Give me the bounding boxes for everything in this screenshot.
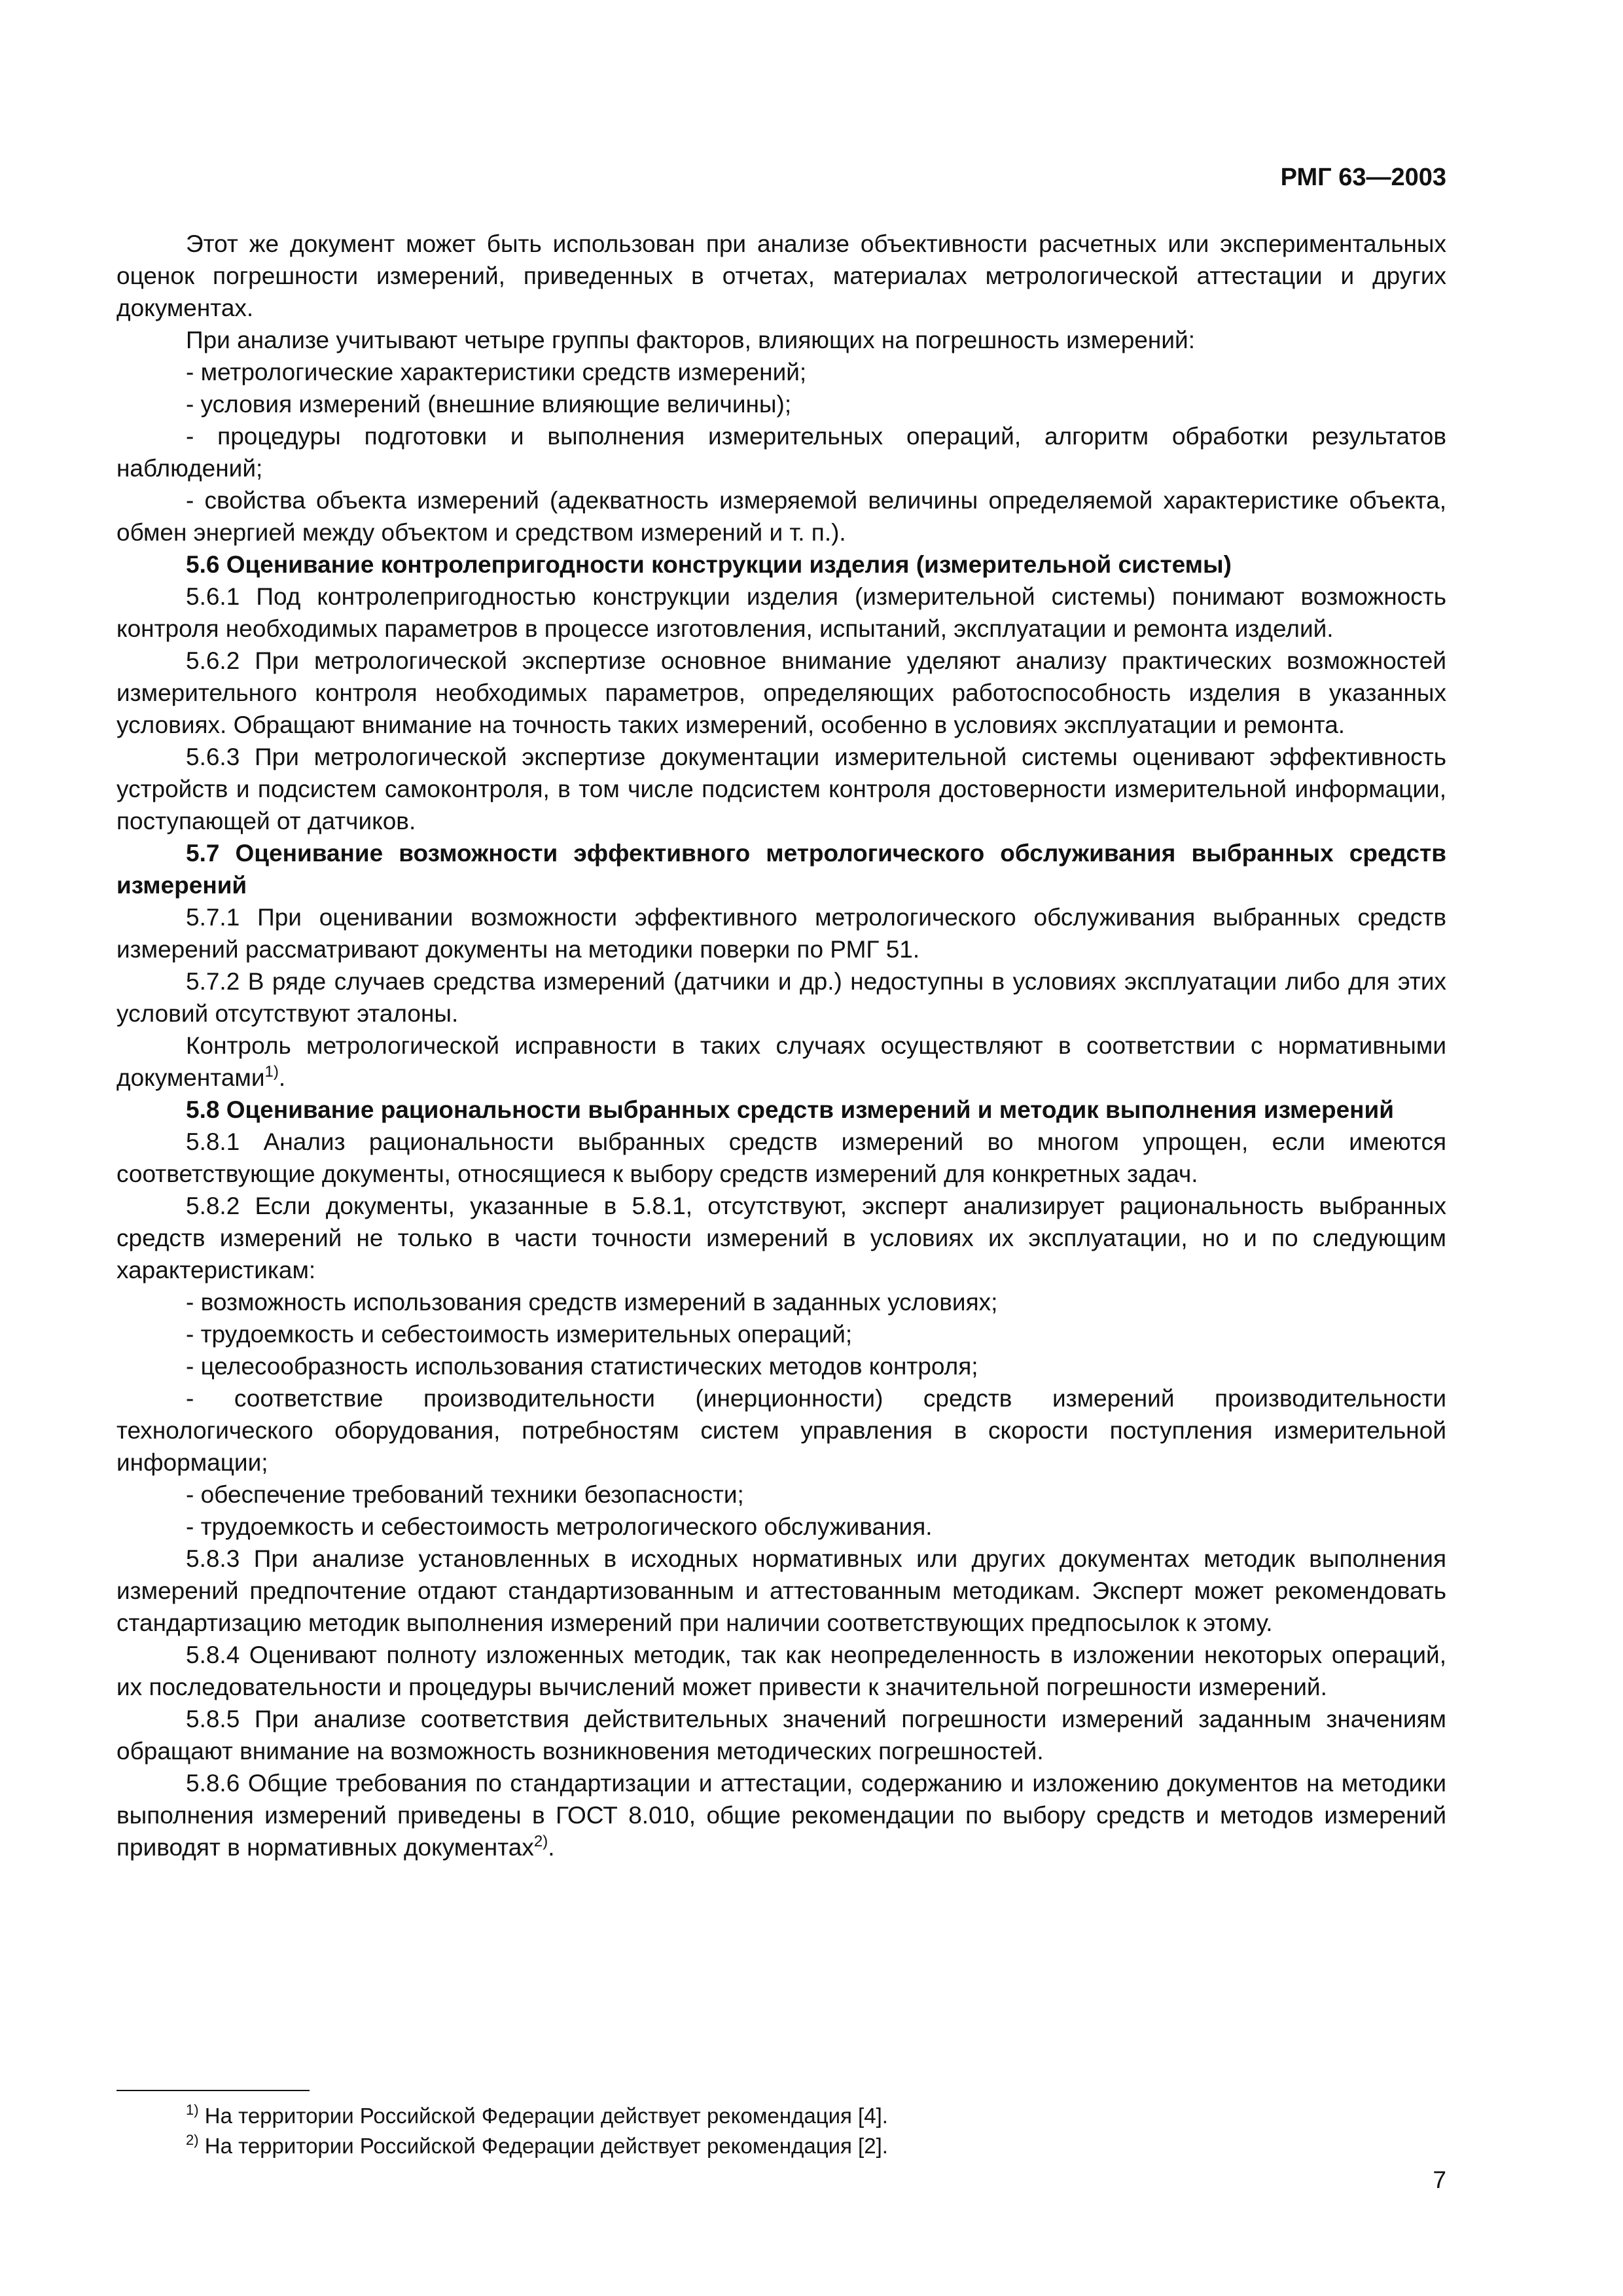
paragraph: 5.8.1 Анализ рациональности выбранных средств измерений во многом упрощен, если имеются соответствующие документы, относящиеся к выбору средств измерений для конкретных задач. [116,1128,1446,1187]
paragraph: При анализе учитывают четыре группы факторов, влияющих на погрешность измерений: [186,327,1195,353]
paragraph: 5.8.5 При анализе соответствия действительных значений погрешности измерений заданным значениям обращают внимание на возможность возникновения методических погрешностей. [116,1706,1446,1765]
list-item: - обеспечение требований техники безопасности; [186,1481,744,1508]
paragraph: 5.7.1 При оценивании возможности эффективного метрологического обслуживания выбранных средств измерений рассматривают документы на методики поверки по РМГ 51. [116,904,1446,963]
section-heading: 5.6 Оценивание контролепригодности конструкции изделия (измерительной системы) [186,551,1232,578]
paragraph: 5.6.1 Под контролепригодностью конструкции изделия (измерительной системы) понимают возможность контроля необходимых параметров в процессе изготовления, испытаний, эксплуатации и ремонта изделий. [116,583,1446,642]
list-item: - трудоемкость и себестоимость измерительных операций; [186,1321,853,1348]
paragraph: 5.6.2 При метрологической экспертизе основное внимание уделяют анализу практических возможностей измерительного контроля необходимых параметров, определяющих работоспособность изделия в указанных условиях. Обращают внимание на точность таких измерений, особенно в условиях эксплуатации и ремонта. [116,647,1446,738]
paragraph: 5.8.3 При анализе установленных в исходных нормативных или других документах методик выполнения измерений предпочтение отдают стандартизованным и аттестованным методикам. Эксперт может рекомендовать стандартизацию методик выполнения измерений при наличии соответствующих предпосылок к этому. [116,1545,1446,1636]
footnote: $^{1)}$ На территории Российской Федерации действует рекомендация [4]. [186,2102,888,2128]
paragraph: 5.6.3 При метрологической экспертизе документации измерительной системы оценивают эффективность устройств и подсистем самоконтроля, в том числе подсистем контроля достоверности измерительной информации, поступающей от датчиков. [116,744,1446,834]
document-body [116,228,1446,1863]
footnote-ref: 2) [533,1833,548,1850]
footnote-separator [116,2090,310,2091]
footnote: $^{2)}$ На территории Российской Федерации действует рекомендация [2]. [186,2132,888,2158]
paragraph: Этот же документ может быть использован при анализе объективности расчетных или экспериментальных оценок погрешности измерений, приведенных в отчетах, материалах метрологической аттестации и других документах. [116,230,1446,321]
document-number: РМГ 63—2003 [1280,164,1446,191]
list-item: - свойства объекта измерений (адекватность измеряемой величины определяемой характеристике объекта, обмен энергией между объектом и средством измерений и т. п.). [116,487,1446,546]
paragraph: 5.7.2 В ряде случаев средства измерений (датчики и др.) недоступны в условиях эксплуатации либо для этих условий отсутствуют эталоны. [116,968,1446,1027]
paragraph: 5.8.6 Общие требования по стандартизации и аттестации, содержанию и изложению документов на методики выполнения измерений приведены в ГОСТ 8.010, общие рекомендации по выбору средств и методов измерений приводят в нормативных документах$^{2)}$. [116,1770,1446,1861]
footnote-mark: 1) [186,2102,199,2118]
paragraph: 5.8.4 Оценивают полноту изложенных методик, так как неопределенность в изложении некоторых операций, их последовательности и процедуры вычислений может привести к значительной погрешности измерений. [116,1641,1446,1700]
footnotes [116,2101,1446,2161]
list-item: - целесообразность использования статистических методов контроля; [186,1353,978,1380]
footnote-ref: 1) [264,1063,279,1081]
list-item: - возможность использования средств измерений в заданных условиях; [186,1289,998,1316]
section-heading: 5.8 Оценивание рациональности выбранных средств измерений и методик выполнения измерений [186,1096,1395,1123]
list-item: - метрологические характеристики средств измерений; [186,359,807,386]
footnote-mark: 2) [186,2132,199,2148]
page-number: 7 [1433,2166,1446,2193]
section-heading: 5.7 Оценивание возможности эффективного метрологического обслуживания выбранных средств измерений [116,840,1446,899]
list-item: - соответствие производительности (инерционности) средств измерений производительности технологического оборудования, потребностям систем управления в скорости поступления измерительной информации; [116,1385,1446,1476]
list-item: - процедуры подготовки и выполнения измерительных операций, алгоритм обработки результатов наблюдений; [116,423,1446,482]
list-item: - условия измерений (внешние влияющие величины); [186,391,792,418]
paragraph: 5.8.2 Если документы, указанные в 5.8.1, отсутствуют, эксперт анализирует рациональность выбранных средств измерений не только в части точности измерений в условиях их эксплуатации, но и по следующим характеристикам: [116,1193,1446,1283]
list-item: - трудоемкость и себестоимость метрологического обслуживания. [186,1513,933,1540]
paragraph: Контроль метрологической исправности в таких случаях осуществляют в соответствии с нормативными документами$^{1)}$. [116,1032,1446,1091]
